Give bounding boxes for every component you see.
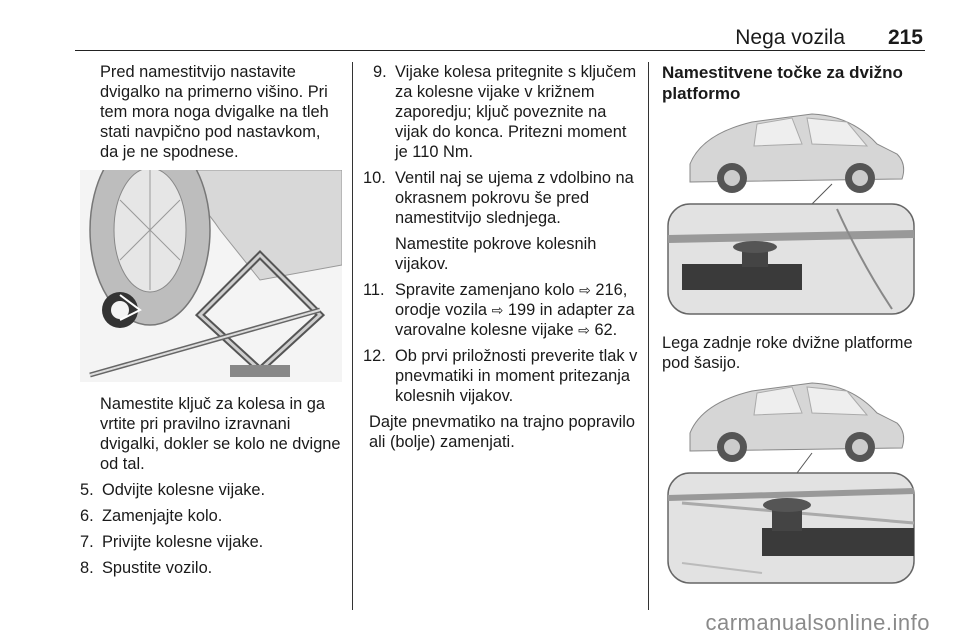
list-item: 12. Ob prvi priložnosti preverite tlak v pnevmatiki in moment pritezanja kolesnih vijakov.	[363, 347, 638, 405]
list-item: 10. Ventil naj se ujema z vdolbino na okrasnem pokrovu še pred namestitvijo slednjega.	[363, 169, 634, 227]
crank-paragraph: Namestite ključ za kolesa in ga vrtite pri pravilno izravnani dvigalki, dokler se kolo ne dvigne od tal.	[100, 395, 341, 473]
lift-point-rear-illustration	[662, 373, 920, 588]
closing-paragraph: Dajte pnevmatiko na trajno popravilo ali (bolje) zamenjati.	[369, 413, 636, 451]
column-divider	[352, 62, 353, 610]
sub-paragraph: Namestite pokrove kolesnih vijakov.	[395, 235, 597, 273]
steps-list	[80, 480, 342, 578]
page-header	[75, 20, 925, 51]
page-reference-icon[interactable]: ⇨	[578, 322, 590, 338]
column-divider	[648, 62, 649, 610]
page-number: 215	[887, 26, 923, 49]
column-middle	[363, 62, 641, 452]
intro-paragraph: Pred namestitvijo nastavite dvigalko na primerno višino. Pri tem mora noga dvigalke na tleh stati navpično pod nastavkom, da je ne spodnese.	[100, 63, 329, 161]
list-item: 7. Privijte kolesne vijake.	[80, 533, 264, 551]
list-item: 8. Spustite vozilo.	[80, 559, 213, 577]
watermark: carmanualsonline.info	[705, 610, 930, 635]
column-right	[662, 62, 920, 602]
page-reference-icon[interactable]: ⇨	[491, 302, 504, 318]
section-heading: Namestitvene točke za dvižno platformo	[662, 63, 903, 103]
image-caption: Lega zadnje roke dvižne platforme pod šasijo.	[662, 334, 913, 372]
column-left	[80, 62, 342, 584]
steps-list	[363, 280, 641, 406]
list-item: 6. Zamenjajte kolo.	[80, 507, 223, 525]
page-reference-icon[interactable]: ⇨	[579, 282, 591, 298]
list-item: 9. Vijake kolesa pritegnite s ključem za kolesne vijake v križnem zaporedju; ključ poveznite na vijak do konca. Pritezni moment je 110 Nm.	[373, 63, 637, 161]
steps-list	[363, 62, 641, 228]
lift-point-front-illustration	[662, 104, 920, 319]
list-item: 11. Spravite zamenjano kolo ⇨ 216, orodje vozila ⇨ 199 in adapter za varovalne kolesne vijake ⇨ 62.	[363, 281, 635, 339]
section-title: Nega vozila	[735, 26, 845, 49]
list-item: 5. Odvijte kolesne vijake.	[80, 481, 266, 499]
jack-illustration	[80, 170, 342, 382]
